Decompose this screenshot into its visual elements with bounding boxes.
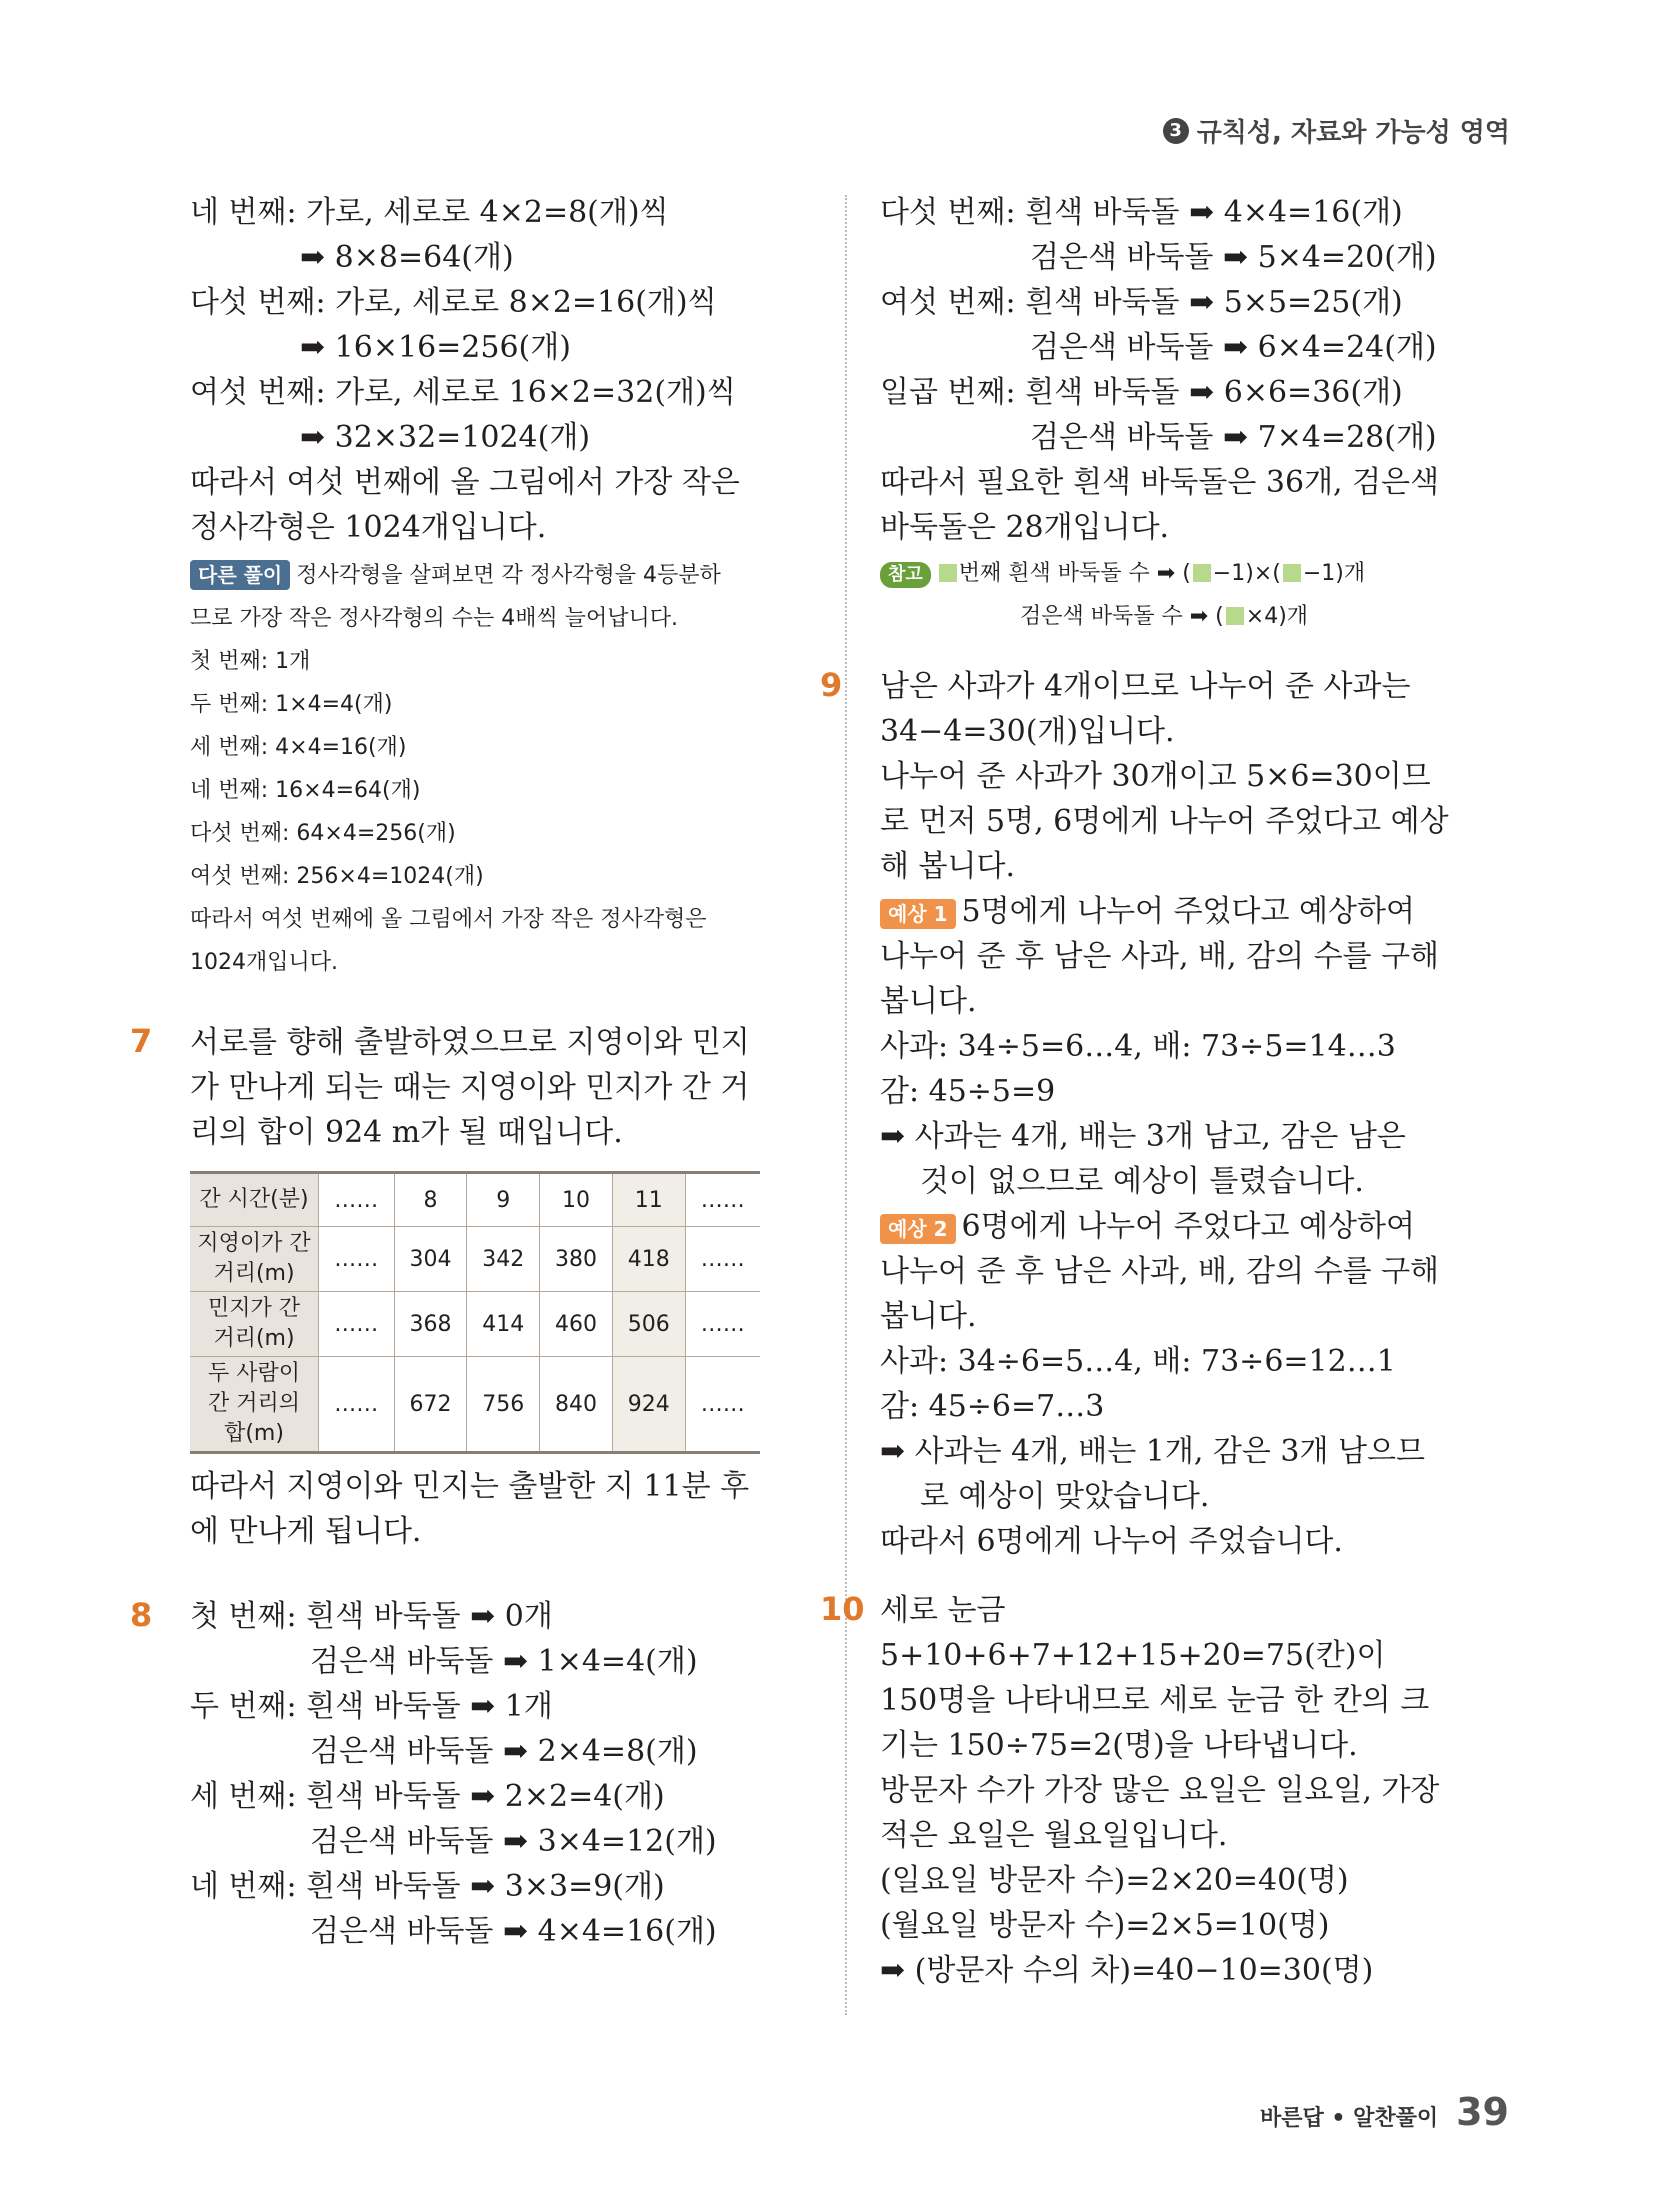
text-line: 따라서 여섯 번째에 올 그림에서 가장 작은 정사각형은 — [190, 907, 707, 932]
note-tag: 참고 — [880, 562, 931, 588]
text-line: 두 번째: 흰색 바둑돌 ➡ 1개 — [190, 1689, 553, 1724]
question-number: 7 — [130, 1022, 153, 1060]
text-line: 에 만나게 됩니다. — [190, 1514, 422, 1549]
text-line: 세 번째: 4×4=16(개) — [190, 735, 407, 760]
text-line: 34−4=30(개)입니다. — [880, 714, 1175, 749]
text-line: 네 번째: 16×4=64(개) — [190, 778, 421, 803]
text-line: 150명을 나타내므로 세로 눈금 한 칸의 크 — [880, 1683, 1430, 1718]
table-cell: …… — [319, 1227, 395, 1292]
table-header-cell: 간 시간(분) — [190, 1173, 319, 1227]
question-7 — [130, 1020, 820, 1554]
question-number: 9 — [820, 666, 843, 704]
text-line: 적은 요일은 월요일입니다. — [880, 1818, 1228, 1853]
text-line: 리의 합이 924 m가 될 때입니다. — [190, 1115, 623, 1150]
table-cell: 418 — [612, 1227, 685, 1292]
text-line: 따라서 지영이와 민지는 출발한 지 11분 후 — [190, 1469, 750, 1504]
text-line: 6명에게 나누어 주었다고 예상하여 — [961, 1209, 1415, 1244]
table-cell: …… — [685, 1357, 760, 1453]
table-cell: 368 — [394, 1292, 467, 1357]
table-cell: …… — [685, 1227, 760, 1292]
note-text: −1)×( — [1212, 561, 1281, 586]
left-column — [130, 190, 820, 1954]
text-line: 5명에게 나누어 주었다고 예상하여 — [961, 894, 1415, 929]
text-line: ➡ 사과는 4개, 배는 1개, 감은 3개 남으므 — [880, 1434, 1425, 1469]
text-line: 다섯 번째: 64×4=256(개) — [190, 821, 456, 846]
text-line: 로 먼저 5명, 6명에게 나누어 주었다고 예상 — [880, 804, 1449, 839]
text-line: 바둑돌은 28개입니다. — [880, 510, 1170, 545]
table-cell: …… — [685, 1173, 760, 1227]
guess-tag: 예상 2 — [880, 1214, 956, 1244]
text-line: 여섯 번째: 256×4=1024(개) — [190, 864, 484, 889]
text-line: 따라서 6명에게 나누어 주었습니다. — [880, 1524, 1343, 1559]
text-line: 봅니다. — [880, 1299, 977, 1334]
text-line: 감: 45÷5=9 — [880, 1074, 1056, 1109]
table-cell: 840 — [540, 1357, 613, 1453]
text-line: 첫 번째: 흰색 바둑돌 ➡ 0개 — [190, 1599, 553, 1634]
column-divider — [845, 195, 847, 2015]
page-footer — [1260, 2090, 1509, 2134]
note-text: −1)개 — [1302, 561, 1366, 586]
text-line: 두 번째: 1×4=4(개) — [190, 692, 393, 717]
table-cell: 11 — [612, 1173, 685, 1227]
page-number: 39 — [1456, 2090, 1509, 2134]
text-line: 세 번째: 흰색 바둑돌 ➡ 2×2=4(개) — [190, 1779, 665, 1814]
table-cell: 380 — [540, 1227, 613, 1292]
table-cell: 8 — [394, 1173, 467, 1227]
blank-square-icon — [1283, 564, 1301, 582]
table-cell: 9 — [467, 1173, 540, 1227]
text-line: 첫 번째: 1개 — [190, 649, 311, 674]
text-line: 정사각형은 1024개입니다. — [190, 510, 547, 545]
blank-square-icon — [939, 564, 957, 582]
text-line: 네 번째: 가로, 세로로 4×2=8(개)씩 — [190, 195, 669, 230]
text-line: 나누어 준 사과가 30개이고 5×6=30이므 — [880, 759, 1431, 794]
text-line: 므로 가장 작은 정사각형의 수는 4배씩 늘어납니다. — [190, 606, 678, 631]
alternative-solution — [190, 554, 820, 984]
text-line: 검은색 바둑돌 ➡ 6×4=24(개) — [1030, 330, 1437, 365]
text-line: 다섯 번째: 가로, 세로로 8×2=16(개)씩 — [190, 285, 717, 320]
table-header-cell: 두 사람이 간 거리의 합(m) — [190, 1357, 319, 1453]
right-column — [820, 190, 1520, 1993]
footer-label: 바른답 • 알찬풀이 — [1259, 2106, 1439, 2131]
text-line: 검은색 바둑돌 ➡ 3×4=12(개) — [310, 1824, 717, 1859]
note-text: 검은색 바둑돌 수 ➡ ( — [1020, 604, 1224, 629]
text-line: ➡ 32×32=1024(개) — [300, 420, 591, 455]
text-line: (일요일 방문자 수)=2×20=40(명) — [880, 1863, 1349, 1898]
text-line: ➡ (방문자 수의 차)=40−10=30(명) — [880, 1953, 1374, 1988]
text-line: 5+10+6+7+12+15+20=75(칸)이 — [880, 1638, 1386, 1673]
table-cell: 304 — [394, 1227, 467, 1292]
note-box — [880, 552, 1520, 638]
table-header-cell: 지영이가 간 거리(m) — [190, 1227, 319, 1292]
text-line: 검은색 바둑돌 ➡ 1×4=4(개) — [310, 1644, 698, 1679]
text-line: 검은색 바둑돌 ➡ 2×4=8(개) — [310, 1734, 698, 1769]
text-line: 방문자 수가 가장 많은 요일은 일요일, 가장 — [880, 1773, 1440, 1808]
section-title: 규칙성, 자료와 가능성 영역 — [1196, 118, 1510, 148]
text-line: 봅니다. — [880, 984, 977, 1019]
table-cell: …… — [685, 1292, 760, 1357]
text-line: 검은색 바둑돌 ➡ 5×4=20(개) — [1030, 240, 1437, 275]
text-line: 기는 150÷75=2(명)을 나타냅니다. — [880, 1728, 1358, 1763]
text-line: 가 만나게 되는 때는 지영이와 민지가 간 거 — [190, 1070, 750, 1105]
text-line: ➡ 16×16=256(개) — [300, 330, 571, 365]
text-line: 다섯 번째: 흰색 바둑돌 ➡ 4×4=16(개) — [880, 195, 1403, 230]
text-line: 남은 사과가 4개이므로 나누어 준 사과는 — [880, 669, 1411, 704]
text-line: 세로 눈금 — [880, 1593, 1006, 1628]
text-line: 따라서 여섯 번째에 올 그림에서 가장 작은 — [190, 465, 740, 500]
question-8 — [130, 1594, 820, 1954]
guess-tag: 예상 1 — [880, 899, 956, 929]
question-10 — [820, 1588, 1520, 1993]
text-line: (월요일 방문자 수)=2×5=10(명) — [880, 1908, 1330, 1943]
table-cell: 756 — [467, 1357, 540, 1453]
text-line: 해 봅니다. — [880, 849, 1015, 884]
text-line: 정사각형을 살펴보면 각 정사각형을 4등분하 — [296, 563, 721, 588]
text-line: 따라서 필요한 흰색 바둑돌은 36개, 검은색 — [880, 465, 1440, 500]
text-line: ➡ 8×8=64(개) — [300, 240, 514, 275]
text-line: 사과: 34÷5=6…4, 배: 73÷5=14…3 — [880, 1029, 1396, 1064]
text-line: ➡ 사과는 4개, 배는 3개 남고, 감은 남은 — [880, 1119, 1406, 1154]
question-number: 10 — [820, 1590, 865, 1628]
question-number: 8 — [130, 1596, 153, 1634]
table-cell: 10 — [540, 1173, 613, 1227]
note-text: ×4)개 — [1245, 604, 1309, 629]
alt-solution-tag: 다른 풀이 — [190, 560, 290, 590]
table-header-cell: 민지가 간 거리(m) — [190, 1292, 319, 1357]
table-row — [190, 1173, 760, 1227]
distance-table — [190, 1171, 760, 1454]
question-8-continued — [880, 190, 1520, 550]
table-cell: 460 — [540, 1292, 613, 1357]
table-cell: 924 — [612, 1357, 685, 1453]
table-cell: 414 — [467, 1292, 540, 1357]
intro-solution — [190, 190, 820, 550]
table-cell: …… — [319, 1357, 395, 1453]
question-9 — [820, 664, 1520, 1564]
table-cell: …… — [319, 1292, 395, 1357]
table-cell: …… — [319, 1173, 395, 1227]
table-row — [190, 1292, 760, 1357]
text-line: 서로를 향해 출발하였으므로 지영이와 민지 — [190, 1025, 750, 1060]
text-line: 일곱 번째: 흰색 바둑돌 ➡ 6×6=36(개) — [880, 375, 1403, 410]
text-line: 것이 없으므로 예상이 틀렸습니다. — [920, 1164, 1364, 1199]
text-line: 감: 45÷6=7…3 — [880, 1389, 1105, 1424]
text-line: 나누어 준 후 남은 사과, 배, 감의 수를 구해 — [880, 939, 1440, 974]
section-number-badge: 3 — [1163, 118, 1189, 144]
text-line: 여섯 번째: 흰색 바둑돌 ➡ 5×5=25(개) — [880, 285, 1403, 320]
table-cell: 342 — [467, 1227, 540, 1292]
text-line: 네 번째: 흰색 바둑돌 ➡ 3×3=9(개) — [190, 1869, 665, 1904]
table-row — [190, 1357, 760, 1453]
text-line: 1024개입니다. — [190, 950, 338, 975]
blank-square-icon — [1226, 607, 1244, 625]
section-header — [1163, 112, 1510, 149]
blank-square-icon — [1193, 564, 1211, 582]
text-line: 나누어 준 후 남은 사과, 배, 감의 수를 구해 — [880, 1254, 1440, 1289]
text-line: 로 예상이 맞았습니다. — [920, 1479, 1210, 1514]
note-text: 번째 흰색 바둑돌 수 ➡ ( — [958, 561, 1191, 586]
table-cell: 506 — [612, 1292, 685, 1357]
text-line: 여섯 번째: 가로, 세로로 16×2=32(개)씩 — [190, 375, 736, 410]
text-line: 검은색 바둑돌 ➡ 7×4=28(개) — [1030, 420, 1437, 455]
table-cell: 672 — [394, 1357, 467, 1453]
text-line: 사과: 34÷6=5…4, 배: 73÷6=12…1 — [880, 1344, 1396, 1379]
table-row — [190, 1227, 760, 1292]
text-line: 검은색 바둑돌 ➡ 4×4=16(개) — [310, 1914, 717, 1949]
